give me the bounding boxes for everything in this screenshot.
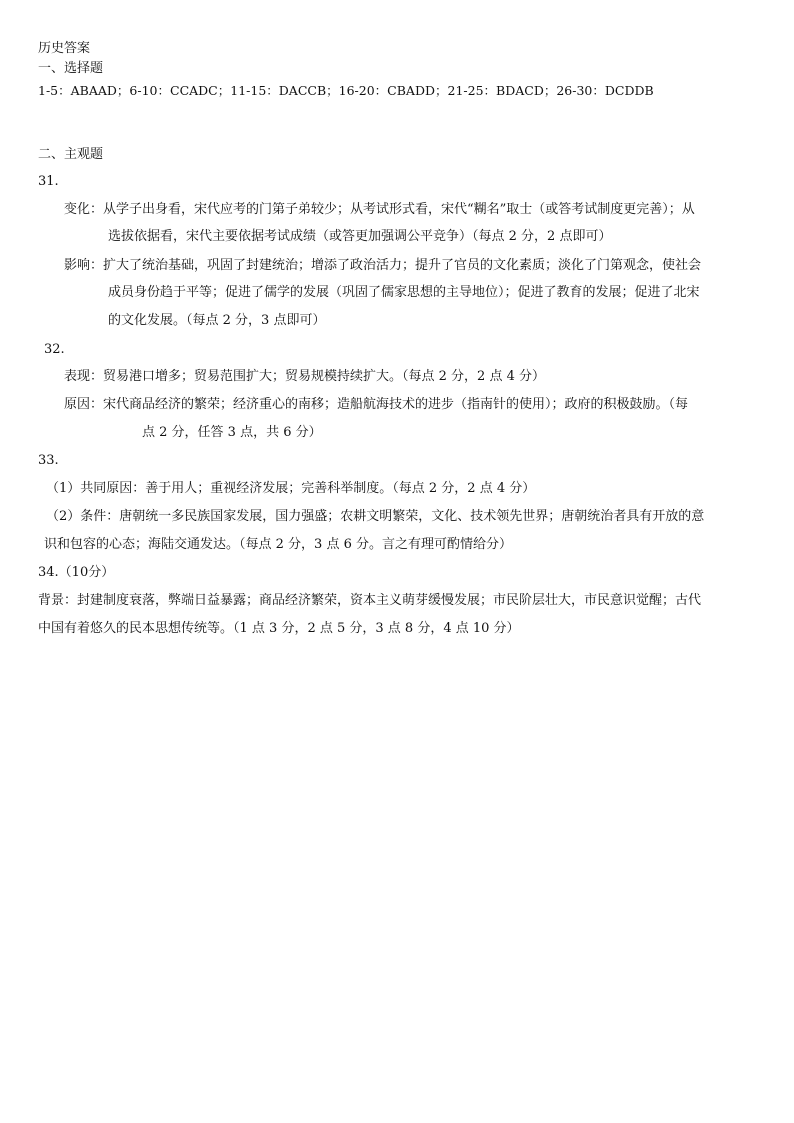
question-33-number: 33.	[38, 453, 59, 468]
question-31-impact-line-3: 的文化发展。（每点 2 分，3 点即可）	[108, 313, 326, 328]
question-32-performance: 表现：贸易港口增多；贸易范围扩大；贸易规模持续扩大。（每点 2 分，2 点 4 分）	[64, 369, 545, 384]
question-32-reason-line-2: 点 2 分，任答 3 点，共 6 分）	[142, 425, 322, 440]
question-31-change-line-2: 选拔依据看，宋代主要依据考试成绩（或答更加强调公平竞争）（每点 2 分，2 点即可）	[108, 229, 612, 244]
question-33-part-2-line-1: （2）条件：唐朝统一多民族国家发展，国力强盛；农耕文明繁荣，文化、技术领先世界；唐朝统治者具有开放的意	[46, 509, 705, 524]
question-32-number: 32.	[44, 342, 65, 357]
document-title: 历史答案	[38, 41, 91, 56]
question-31-impact-line-1: 影响：扩大了统治基础，巩固了封建统治；增添了政治活力；提升了官员的文化素质；淡化了门第观念，使社会	[64, 258, 702, 273]
question-32-reason-line-1: 原因：宋代商品经济的繁荣；经济重心的南移；造船航海技术的进步（指南针的使用）；政府的积极鼓励。（每	[64, 397, 689, 412]
question-34-background-line-1: 背景：封建制度衰落，弊端日益暴露；商品经济繁荣，资本主义萌芽缓慢发展；市民阶层壮大，市民意识觉醒；古代	[38, 593, 702, 608]
question-31-impact-line-2: 成员身份趋于平等；促进了儒学的发展（巩固了儒家思想的主导地位）；促进了教育的发展；促进了北宋	[108, 285, 700, 300]
question-31-change-line-1: 变化：从学子出身看，宋代应考的门第子弟较少；从考试形式看，宋代“糊名”取士（或答考试制度更完善）；从	[64, 202, 695, 217]
question-33-part-1: （1）共同原因：善于用人；重视经济发展；完善科举制度。（每点 2 分，2 点 4 分）	[46, 481, 536, 496]
question-34-number: 34.（10分）	[38, 565, 115, 580]
multiple-choice-answers: 1-5：ABAAD；6-10：CCADC；11-15：DACCB；16-20：CBADD；21-25：BDACD；26-30：DCDDB	[38, 83, 654, 98]
question-33-part-2-line-2: 识和包容的心态；海陆交通发达。（每点 2 分，3 点 6 分。言之有理可酌情给分）	[44, 537, 512, 552]
question-34-background-line-2: 中国有着悠久的民本思想传统等。（1 点 3 分，2 点 5 分，3 点 8 分，4 点 10 分）	[38, 621, 520, 636]
section-heading-subjective: 二、主观题	[38, 147, 104, 162]
section-heading-multiple-choice: 一、选择题	[38, 61, 104, 76]
question-31-number: 31.	[38, 174, 59, 189]
